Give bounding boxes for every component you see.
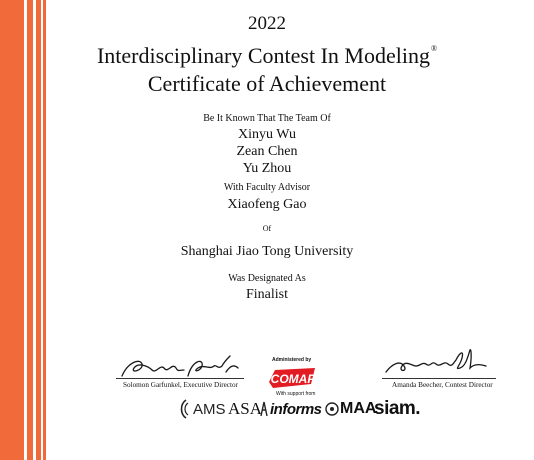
team-intro: Be It Known That The Team Of (203, 113, 331, 124)
award-level: Finalist (245, 287, 288, 302)
executive-director-caption: Solomon Garfunkel, Executive Director (123, 381, 238, 389)
administered-by-label: Administered by (272, 357, 312, 363)
of-label: Of (262, 224, 272, 233)
ams-logo: AMS (193, 401, 226, 418)
contest-title (0, 43, 534, 69)
asa-emblem-icon (259, 400, 269, 418)
team-member: Xinyu Wu (238, 127, 296, 142)
faculty-advisor: Xiaofeng Gao (227, 197, 307, 212)
certificate-title: Certificate of Achievement (147, 71, 387, 96)
designation-label: Was Designated As (228, 273, 306, 284)
contest-director-signature (384, 346, 490, 380)
support-from-label: With support from (276, 391, 316, 397)
contest-director-caption: Amanda Beecher, Contest Director (392, 381, 493, 389)
maa-logo: MAA (340, 400, 377, 417)
contest-year: 2022 (248, 13, 286, 34)
team-member: Yu Zhou (242, 161, 292, 176)
ams-emblem-icon (178, 398, 194, 420)
asa-logo: ASA (228, 399, 263, 418)
contest-name: Interdisciplinary Contest In Modeling (96, 43, 430, 68)
maa-emblem-icon (325, 402, 339, 416)
right-signature-line (382, 378, 496, 379)
informs-logo: informs (270, 401, 322, 418)
comap-logo-text: COMAP (270, 372, 316, 386)
left-signature-line (116, 378, 244, 379)
siam-logo: siam. (374, 398, 421, 419)
registered-mark: ® (430, 44, 438, 53)
comap-logo (267, 364, 319, 390)
university-name: Shanghai Jiao Tong University (180, 244, 354, 259)
advisor-label: With Faculty Advisor (223, 182, 311, 193)
team-member: Zean Chen (236, 144, 298, 159)
